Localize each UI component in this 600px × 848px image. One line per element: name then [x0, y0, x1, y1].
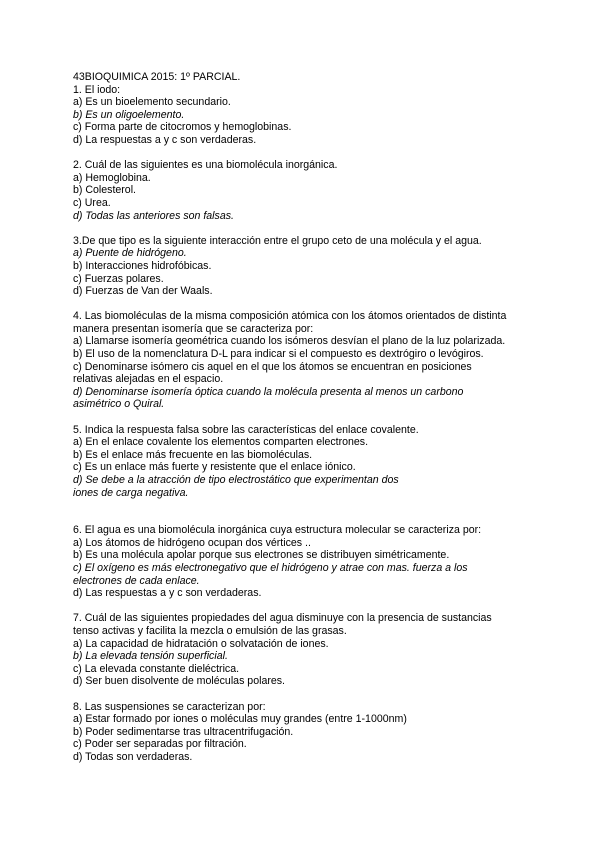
answer-line: a) Estar formado por iones o moléculas muy grandes (entre 1-1000nm): [73, 713, 407, 726]
answer-line: d) Todas son verdaderas.: [73, 750, 193, 763]
question-text: 1. El iodo:: [73, 83, 121, 96]
answer-line: a) Hemoglobina.: [73, 171, 151, 184]
answer-line: b) La elevada tensión superficial.: [73, 650, 228, 663]
answer-line: relativas alejadas en el espacio.: [73, 373, 224, 386]
question-block: [73, 701, 573, 764]
question-block: [73, 310, 573, 411]
question-block: [73, 524, 573, 600]
answer-line: asimétrico o Quiral.: [73, 398, 165, 411]
question-text: 7. Cuál de las siguientes propiedades del agua disminuye con la presencia de sustancias: [73, 612, 492, 625]
answer-line: d) Ser buen disolvente de moléculas polares.: [73, 675, 285, 688]
answer-line: c) Es un enlace más fuerte y resistente que el enlace iónico.: [73, 461, 356, 474]
answer-line: d) Denominarse isomería óptica cuando la molécula presenta al menos un carbono: [73, 385, 464, 398]
answer-line: c) Forma parte de citocromos y hemoglobinas.: [73, 121, 292, 134]
answer-line: c) El oxígeno es más electronegativo que el hidrógeno y atrae con mas. fuerza a los: [73, 561, 468, 574]
question-text: 5. Indica la respuesta falsa sobre las características del enlace covalente.: [73, 423, 419, 436]
answer-line: c) La elevada constante dieléctrica.: [73, 662, 240, 675]
answer-line: a) Los átomos de hidrógeno ocupan dos vértices ..: [73, 536, 311, 549]
answer-line: b) Es un oligoelemento.: [73, 108, 185, 121]
answer-line: a) Puente de hidrógeno.: [73, 247, 187, 260]
answer-line: b) El uso de la nomenclatura D-L para indicar si el compuesto es dextrógiro o levógiros.: [73, 348, 484, 361]
question-block: [73, 84, 573, 147]
document-heading: 43BIOQUIMICA 2015: 1º PARCIAL.: [73, 71, 241, 83]
question-text: 2. Cuál de las siguientes es una biomolécula inorgánica.: [73, 159, 338, 172]
answer-line: c) Urea.: [73, 196, 111, 209]
answer-line: tenso activas y facilita la mezcla o emulsión de las grasas.: [73, 624, 347, 637]
answer-line: b) Es el enlace más frecuente en las biomoléculas.: [73, 448, 313, 461]
answer-line: c) Denominarse isómero cis aquel en el que los átomos se encuentran en posiciones: [73, 360, 472, 373]
answer-line: d) La respuestas a y c son verdaderas.: [73, 133, 257, 146]
answer-line: c) Fuerzas polares.: [73, 272, 164, 285]
answer-line: b) Poder sedimentarse tras ultracentrifugación.: [73, 725, 294, 738]
question-text: 8. Las suspensiones se caracterizan por:: [73, 700, 266, 713]
answer-line: d) Las respuestas a y c son verdaderas.: [73, 587, 262, 600]
answer-line: d) Fuerzas de Van der Waals.: [73, 285, 213, 298]
question-text: 4. Las biomoléculas de la misma composición atómica con los átomos orientados de distinta: [73, 310, 507, 323]
question-list: [73, 84, 573, 764]
question-text: 3.De que tipo es la siguiente interacción entre el grupo ceto de una molécula y el agua.: [73, 234, 482, 247]
answer-line: b) Interacciones hidrofóbicas.: [73, 259, 212, 272]
answer-line: b) Es una molécula apolar porque sus electrones se distribuyen simétricamente.: [73, 549, 450, 562]
answer-line: a) La capacidad de hidratación o solvatación de iones.: [73, 637, 329, 650]
answer-line: d) Todas las anteriores son falsas.: [73, 209, 234, 222]
question-block: [73, 235, 573, 298]
answer-line: a) Es un bioelemento secundario.: [73, 96, 231, 109]
question-block: [73, 159, 573, 222]
answer-line: manera presentan isomería que se caracteriza por:: [73, 322, 314, 335]
answer-line: electrones de cada enlace.: [73, 574, 200, 587]
answer-line: iones de carga negativa.: [73, 486, 189, 499]
document-content: [73, 71, 573, 776]
question-block: [73, 424, 573, 500]
answer-line: a) Llamarse isomería geométrica cuando los isómeros desvían el plano de la luz polarizada.: [73, 335, 506, 348]
answer-line: d) Se debe a la atracción de tipo electrostático que experimentan dos: [73, 474, 399, 486]
answer-line: c) Poder ser separadas por filtración.: [73, 738, 247, 751]
answer-line: b) Colesterol.: [73, 184, 136, 197]
question-text: 6. El agua es una biomolécula inorgánica cuya estructura molecular se caracteriza por:: [73, 524, 482, 537]
question-block: [73, 612, 573, 688]
answer-line: a) En el enlace covalente los elementos comparten electrones.: [73, 436, 369, 449]
